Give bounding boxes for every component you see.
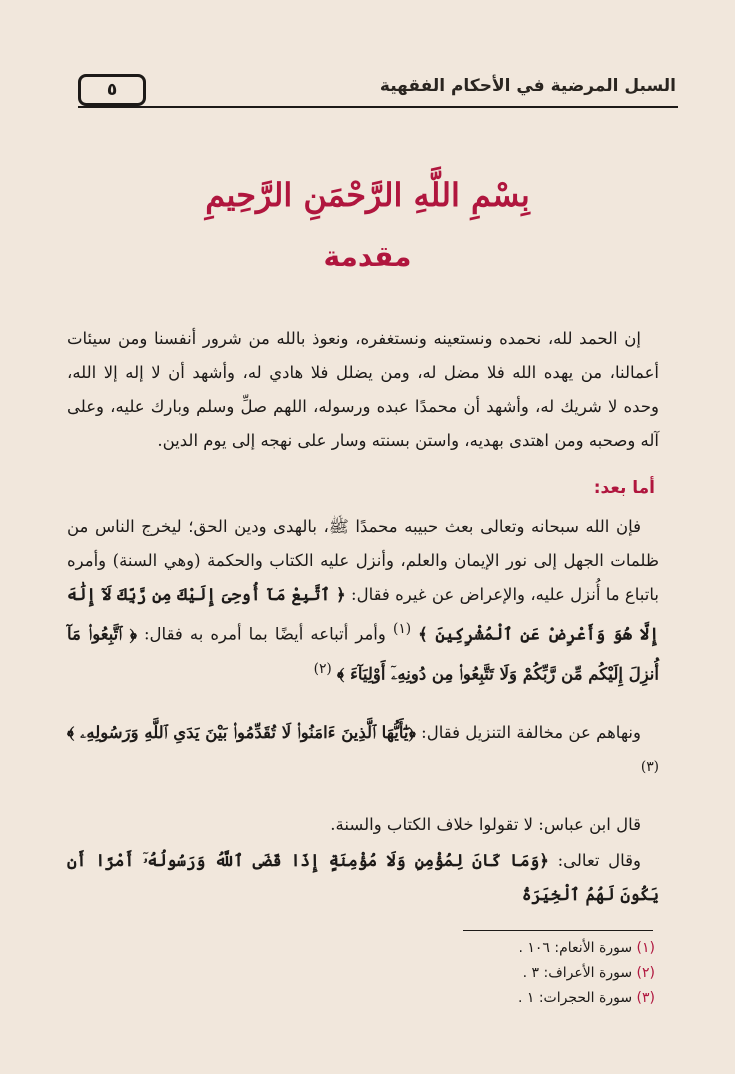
body-paragraph-2 <box>67 716 659 790</box>
p4-text: وقال تعالى: <box>557 851 641 870</box>
footnote-item <box>255 986 655 1011</box>
quran-verse-3: ﴿يَٰٓأَيُّهَا ٱلَّذِينَ ءَامَنُوا۟ لَا تُقَدِّمُوا۟ بَيْنَ يَدَىِ ٱللَّهِ وَرَسُولِهِۦ ﴾ <box>67 723 416 742</box>
p1-mid: وأمر أتباعه أيضًا بما أمره به فقال: <box>144 624 386 644</box>
footnote-number: (٢) <box>636 965 655 981</box>
p2-text: ونهاهم عن مخالفة التنزيل فقال: <box>421 723 641 742</box>
footnote-ref-1: (١) <box>392 621 412 637</box>
quran-verse-4: ﴿وَمَا كَانَ لِمُؤْمِنٍ وَلَا مُؤْمِنَةٍ إِذَا قَضَى ٱللَّهُ وَرَسُولُهُۥٓ أَمْرًا أَن يَكُونَ لَهُمُ ٱلْخِيَرَةُ <box>67 851 659 904</box>
footnote-item <box>255 936 655 961</box>
header-rule <box>78 106 678 108</box>
amma-baad-heading: أما بعد: <box>593 478 655 498</box>
footnote-rule <box>463 930 653 931</box>
footnote-number: (١) <box>636 940 655 956</box>
footnote-text: سورة الحجرات: ١ . <box>517 990 633 1006</box>
running-header <box>78 72 678 108</box>
intro-paragraph <box>67 322 659 458</box>
section-title: مقدمة <box>323 240 412 273</box>
p1-text: فإن الله سبحانه وتعالى بعث حبيبه محمدًا ﷺ، بالهدى ودين الحق؛ ليخرج الناس من ظلمات الجهل إلى نور الإيمان والعلم، وأنزل عليه الكتاب والحكمة (وهي السنة) وأمره باتباع ما أُنزل عليه، والإعراض عن غيره فقال: <box>67 517 659 604</box>
body-paragraph-3 <box>67 808 659 842</box>
footnote-number: (٣) <box>636 990 655 1006</box>
body-paragraph-4 <box>67 844 659 912</box>
book-title: السبل المرضية في الأحكام الفقهية <box>379 76 676 96</box>
quran-verse-2: ﴿ ٱتَّبِعُوا۟ مَآ أُنزِلَ إِلَيْكُم مِّن رَّبِّكُمْ وَلَا تَتَّبِعُوا۟ مِن دُونِهِۦٓ أَوْلِيَآءَ ﴾ <box>67 624 659 683</box>
quran-verse-1: ﴿ ٱتَّبِعْ مَآ أُوحِىَ إِلَيْكَ مِن رَّبِّكَ لَآ إِلَٰهَ إِلَّا هُوَ وَأَعْرِضْ عَنِ ٱلْمُشْرِكِينَ ﴾ <box>67 585 660 644</box>
page-number: ٥ <box>106 80 118 100</box>
footnotes <box>255 936 655 1011</box>
footnote-ref-2: (٢) <box>313 660 332 677</box>
p3-text: قال ابن عباس: لا تقولوا خلاف الكتاب والسنة. <box>330 815 641 834</box>
page-number-box <box>78 74 146 106</box>
footnote-text: سورة الأعراف: ٣ . <box>522 965 633 981</box>
footnote-ref-3: (٣) <box>640 759 659 775</box>
footnote-text: سورة الأنعام: ١٠٦ . <box>518 940 633 956</box>
footnote-item <box>255 961 655 986</box>
body-paragraph-1 <box>67 510 659 691</box>
basmala: بِسْمِ اللَّهِ الرَّحْمَنِ الرَّحِيمِ <box>205 176 530 214</box>
intro-text: إن الحمد لله، نحمده ونستعينه ونستغفره، ونعوذ بالله من شرور أنفسنا ومن سيئات أعمالنا، من يهده الله فلا مضل له، ومن يضلل فلا هادي له، وأشهد أن لا إله إلا الله، وحده لا شريك له، وأشهد أن محمدًا عبده ورسوله، اللهم صلِّ وسلم وبارك عليه، وعلى آله وصحبه ومن اهتدى بهديه، واستن بسنته وسار على نهجه إلى يوم الدين. <box>67 329 659 450</box>
